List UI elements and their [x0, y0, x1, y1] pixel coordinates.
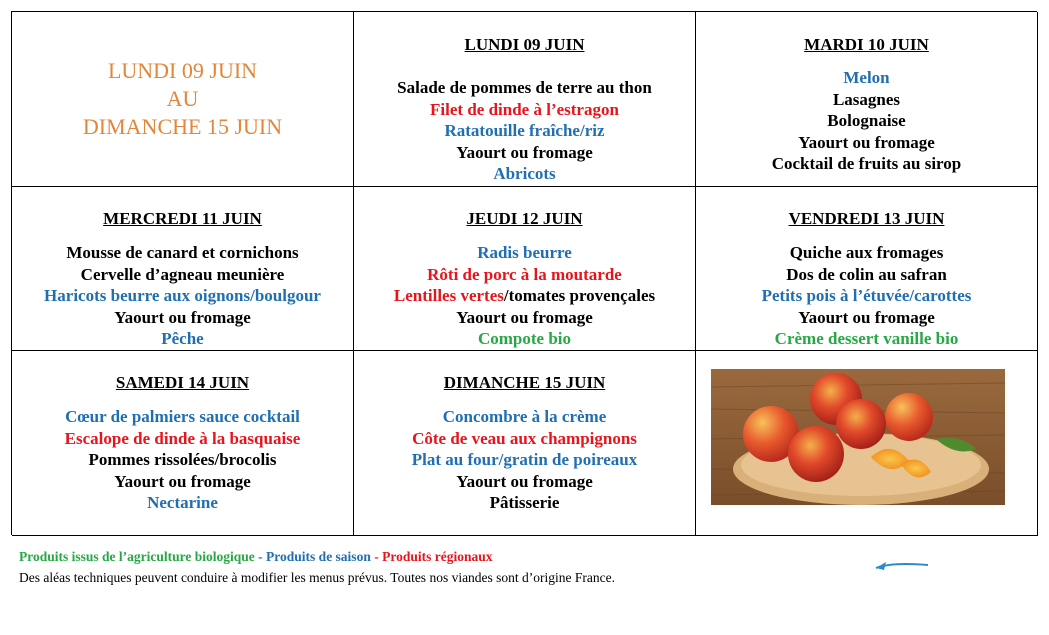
day-cell-mardi	[696, 12, 1038, 187]
dish-item: Yaourt ou fromage	[798, 307, 935, 327]
legend-bio: Produits issus de l’agriculture biologique	[19, 549, 255, 564]
dish-item: Compote bio	[477, 329, 572, 349]
day-heading: JEUDI 12 JUIN	[466, 209, 583, 228]
day-cell-jeudi	[354, 187, 696, 351]
dish-item: Quiche aux fromages	[789, 243, 944, 262]
day-cell-samedi	[12, 351, 354, 536]
day-heading: LUNDI 09 JUIN	[464, 35, 585, 54]
dish-item: Melon	[843, 68, 890, 87]
legend	[19, 549, 492, 565]
nectarines-illustration	[711, 369, 1005, 505]
arrow-icon	[874, 556, 930, 574]
dish-item: Cocktail de fruits au sirop	[771, 154, 962, 174]
legend-regionaux: Produits régionaux	[382, 549, 493, 564]
day-heading: MARDI 10 JUIN	[804, 35, 929, 54]
dish-item: Yaourt ou fromage	[114, 307, 251, 327]
photo-cell	[696, 351, 1038, 536]
dish-item: Bolognaise	[827, 111, 906, 131]
dish-item: Pommes rissolées/brocolis	[88, 450, 277, 470]
dish-part: /tomates provençales	[503, 286, 656, 306]
dish-item: Abricots	[493, 164, 556, 184]
nectarines-photo	[711, 369, 1005, 505]
dish-item: Yaourt ou fromage	[798, 132, 935, 152]
day-cell-lundi	[354, 12, 696, 187]
week-title-cell	[12, 12, 354, 187]
dish-item: Yaourt ou fromage	[456, 471, 593, 491]
dish-item: Escalope de dinde à la basquaise	[64, 428, 301, 448]
legend-saison: Produits de saison	[266, 549, 371, 564]
dish-item: Nectarine	[147, 493, 218, 513]
day-heading: MERCREDI 11 JUIN	[103, 209, 262, 228]
week-title-line2: AU	[166, 86, 199, 111]
dish-item: Salade de pommes de terre au thon	[397, 78, 652, 97]
dish-item: Lasagnes	[832, 89, 901, 109]
menu-table	[11, 11, 1037, 535]
legend-separator: -	[370, 549, 383, 564]
day-heading: DIMANCHE 15 JUIN	[443, 373, 606, 392]
day-cell-dimanche	[354, 351, 696, 536]
dish-item: Dos de colin au safran	[786, 264, 947, 284]
day-cell-vendredi	[696, 187, 1038, 351]
dish-item: Yaourt ou fromage	[114, 471, 251, 491]
dish-item: Haricots beurre aux oignons/boulgour	[44, 286, 321, 306]
dish-item: Pêche	[161, 329, 204, 349]
dish-item: Pâtisserie	[489, 493, 560, 513]
day-heading: SAMEDI 14 JUIN	[115, 373, 250, 392]
dish-item: Cœur de palmiers sauce cocktail	[65, 407, 300, 426]
dish-item: Plat au four/gratin de poireaux	[411, 450, 638, 470]
dish-part: Lentilles vertes	[393, 286, 504, 306]
day-cell-mercredi	[12, 187, 354, 351]
dish-item: Mousse de canard et cornichons	[66, 243, 299, 262]
legend-separator: -	[254, 549, 267, 564]
dish-item: Cervelle d’agneau meunière	[80, 264, 285, 284]
dish-item: Filet de dinde à l’estragon	[430, 99, 619, 119]
dish-item: Petits pois à l’étuvée/carottes	[761, 286, 972, 306]
dish-item: Radis beurre	[477, 243, 572, 262]
dish-item	[354, 285, 695, 307]
dish-item: Yaourt ou fromage	[456, 142, 593, 162]
week-title-line1: LUNDI 09 JUIN	[107, 58, 258, 83]
disclaimer-note: Des aléas techniques peuvent conduire à modifier les menus prévus. Toutes nos viandes sont d’origine France.	[19, 570, 616, 585]
dish-item: Rôti de porc à la moutarde	[427, 264, 622, 284]
day-heading: VENDREDI 13 JUIN	[788, 209, 945, 228]
dish-item: Yaourt ou fromage	[456, 307, 593, 327]
week-title-line3: DIMANCHE 15 JUIN	[82, 114, 283, 139]
dish-item: Ratatouille fraîche/riz	[444, 121, 605, 141]
dish-item: Crème dessert vanille bio	[774, 329, 959, 349]
dish-item: Côte de veau aux champignons	[412, 428, 637, 448]
dish-item: Concombre à la crème	[442, 407, 607, 426]
